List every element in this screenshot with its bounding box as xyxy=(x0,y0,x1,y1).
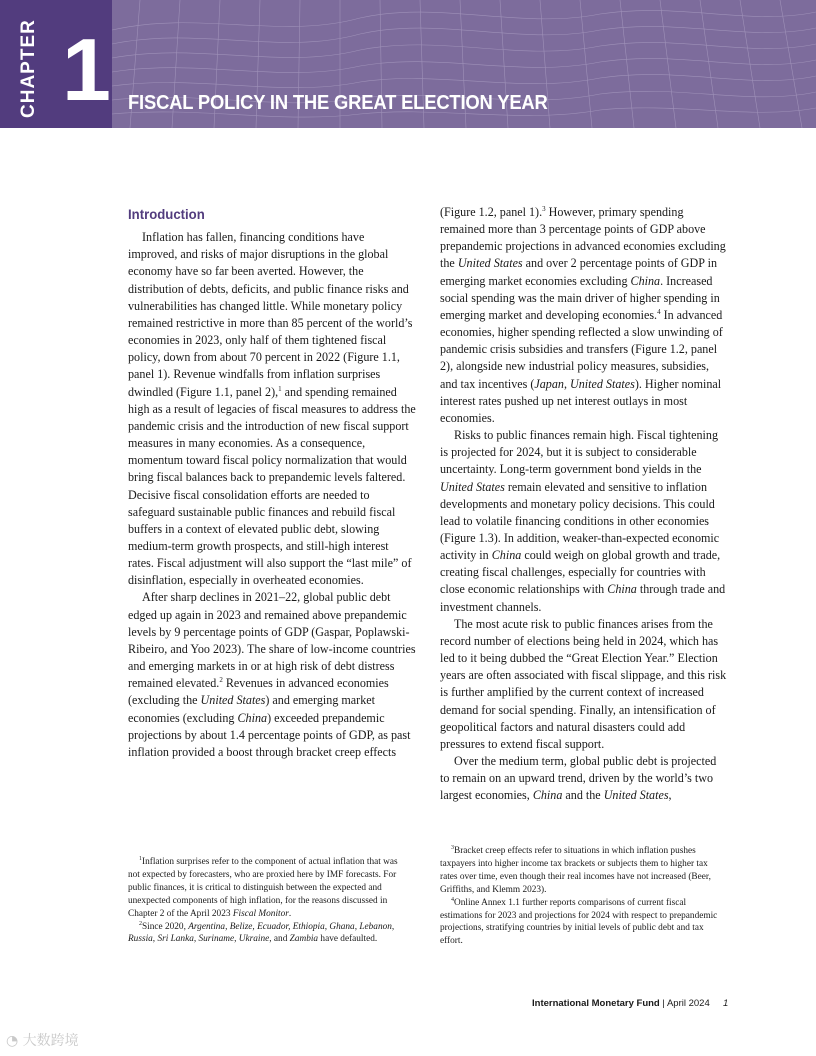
footer-date: April 2024 xyxy=(666,998,710,1009)
paragraph: After sharp declines in 2021–22, global public debt edged up again in 2023 and remained above prepandemic levels by 9 percentage points of GDP (Gaspar, Poplawski-Ribeiro, and Yoo 2023). The share of low-income countries and emerging markets in or at high risk of debt distress remained elevated.$^2$ Revenues in advanced economies (excluding the United States) and emerging market economies (excluding China) exceeded prepandemic projections by about 1.4 percentage points of GDP, as past inflation provided a boost through bracket creep effects xyxy=(128,590,416,759)
footnote-ref: 1 xyxy=(278,384,282,393)
chapter-number: 1 xyxy=(62,20,111,119)
footnote-ref: 3 xyxy=(542,204,546,213)
chapter-box xyxy=(0,0,112,128)
paragraph: (Figure 1.2, panel 1).$^3$ However, primary spending remained more than 3 percentage points of GDP above prepandemic projections in advanced economies excluding the United States and over 2 percentage points of GDP in emerging market economies excluding China. Increased social spending was the main driver of higher spending in emerging market and developing economies.$^4$ In advanced economies, higher spending reflected a slow unwinding of pandemic crisis subsidies and transfers (Figure 1.2, panel 2), alongside new industrial policy measures, subsidies, and tax incentives (Japan, United States). Higher nominal interest rates pushed up net interest outlays in most economies. xyxy=(440,204,726,425)
footnotes-left xyxy=(128,856,406,946)
footnote-ref: 4 xyxy=(657,307,661,316)
footer-separator: | xyxy=(659,998,667,1009)
footnote: $^2$Since 2020, Argentina, Belize, Ecuador, Ethiopia, Ghana, Lebanon, Russia, Sri Lanka, Suriname, Ukraine, and Zambia have defaulted. xyxy=(128,920,395,945)
watermark-text: 大数跨境 xyxy=(22,1033,79,1049)
footnote: $^1$Inflation surprises refer to the component of actual inflation that was not expected by forecasters, who are proxied here by IMF forecasts. For public finances, it is critical to distinguish between the expected and unexpected components of high inflation, for the reasons discussed in Chapter 2 of the April 2023 Fiscal Monitor. xyxy=(128,855,398,919)
watermark xyxy=(6,1030,79,1050)
paragraph: The most acute risk to public finances arises from the record number of elections being held in 2024, which has led to it being dubbed the “Great Election Year.” Election years are often associated with fiscal slippage, and this risk is further amplified by the current context of increased demand for social spending. Finally, an intensification of geopolitical factors and natural disasters could add pressures to extend fiscal support. xyxy=(440,616,727,751)
page-footer xyxy=(532,998,710,1009)
footer-org: International Monetary Fund xyxy=(532,998,660,1009)
section-heading: Introduction xyxy=(128,206,205,222)
footnote-ref: 2 xyxy=(219,676,223,685)
paragraph: Inflation has fallen, financing conditions have improved, and risks of major disruptions in the global economy have so far been averted. However, the distribution of debts, deficits, and public finance risks and vulnerabilities has changed little. While monetary policy remained restrictive in more than 85 percent of the world’s economies in 2023, only half of them tightened fiscal policy, down from about 70 percent in 2022 (Figure 1.1, panel 1). Revenue windfalls from inflation surprises dwindled (Figure 1.1, panel 2),$^1$ and spending remained high as a result of legacies of fiscal measures to address the pandemic crisis and the introduction of new fiscal support measures in many economies. As a consequence, momentum toward fiscal policy normalization that would bring fiscal balances back to prepandemic levels faltered. Decisive fiscal consolidation efforts are needed to safeguard sustainable public finances and rebuild fiscal buffers in a context of elevated public debt, slowing medium-term growth prospects, and still-high interest rates. Fiscal adjustment will also support the “last mile” of disinflation, especially in overheated economies. xyxy=(128,230,416,588)
body-column-right xyxy=(440,204,728,804)
chapter-label: CHAPTER xyxy=(18,19,39,118)
chapter-title: FISCAL POLICY IN THE GREAT ELECTION YEAR xyxy=(128,92,548,114)
chapter-banner xyxy=(0,0,816,128)
paragraph: Over the medium term, global public debt is projected to remain on an upward trend, driven by the world’s two largest economies, China and the United States, xyxy=(440,754,717,803)
page-number: 1 xyxy=(723,998,729,1009)
paragraph: Risks to public finances remain high. Fiscal tightening is projected for 2024, but it is subject to considerable uncertainty. Long-term government bond yields in the United States remain elevated and sensitive to inflation developments and monetary policy decisions. This could lead to volatile financing conditions in other economies (Figure 1.3). In addition, weaker-than-expected economic activity in China could weigh on global growth and trade, creating fiscal challenges, especially for countries with close economic relationships with China through trade and investment channels. xyxy=(440,428,726,614)
footnotes-right xyxy=(440,845,718,948)
body-column-left xyxy=(128,206,416,761)
footnote: $^3$Bracket creep effects refer to situations in which inflation pushes taxpayers into higher income tax brackets or subjects them to higher tax rates over time, even though their real incomes have not increased (Beer, Griffiths, and Klemm 2023). xyxy=(440,844,711,895)
watermark-icon: ◔ xyxy=(6,1033,23,1049)
footnote: $^4$Online Annex 1.1 further reports comparisons of current fiscal estimations for 2023 and projections for 2024 with respect to prepandemic projections, stratifying countries by initial levels of public debt and tax effort. xyxy=(440,896,718,947)
